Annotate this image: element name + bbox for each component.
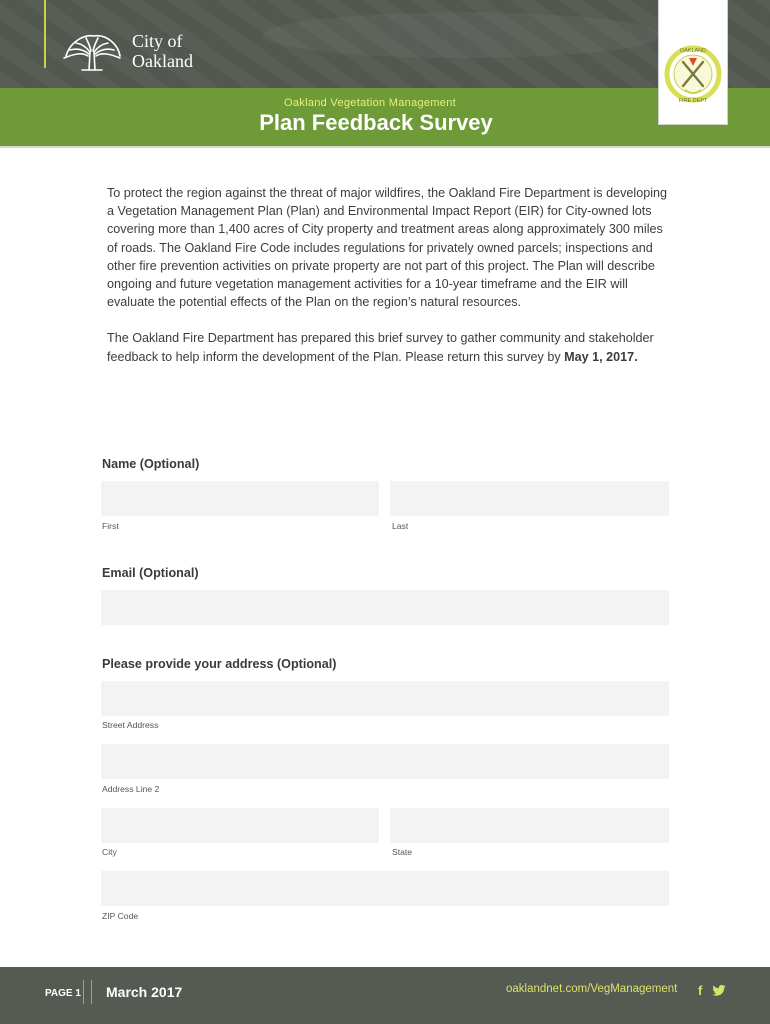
intro-paragraph-2-text: The Oakland Fire Department has prepared this brief survey to gather community and stakeholder feedback to help inform the development of the Plan. Please return this survey by	[107, 331, 654, 364]
footer-website-link[interactable]: oaklandnet.com/VegManagement	[506, 983, 678, 995]
fire-dept-badge-panel	[658, 0, 728, 125]
badge-top-text: OAKLAND	[679, 48, 707, 54]
state-input[interactable]	[390, 808, 669, 843]
oak-tree-logo-icon	[60, 30, 124, 74]
document-title: Plan Feedback Survey	[259, 110, 493, 135]
footer-divider-2	[91, 980, 92, 1004]
logo-divider	[44, 0, 46, 68]
address-line-2-input[interactable]	[101, 744, 669, 779]
city-line-1: City of	[132, 31, 183, 51]
fire-dept-badge-icon	[663, 38, 723, 116]
street-address-input[interactable]	[101, 681, 669, 716]
last-name-label: Last	[392, 521, 409, 531]
document-subtitle: Oakland Vegetation Management	[284, 97, 456, 109]
title-band-rule	[0, 146, 770, 148]
zip-code-input[interactable]	[101, 871, 669, 906]
intro-text	[107, 184, 667, 384]
survey-deadline: May 1, 2017.	[564, 349, 638, 364]
address-section-label: Please provide your address (Optional)	[102, 657, 337, 671]
name-section-label: Name (Optional)	[102, 457, 200, 471]
street-address-label: Street Address	[102, 720, 159, 730]
last-name-input[interactable]	[390, 481, 669, 516]
email-section-label: Email (Optional)	[102, 566, 199, 580]
first-name-label: First	[102, 521, 119, 531]
twitter-icon[interactable]	[712, 985, 726, 996]
address-line-2-label: Address Line 2	[102, 784, 160, 794]
first-name-input[interactable]	[101, 481, 379, 516]
badge-bottom-text: FIRE DEPT	[678, 98, 708, 104]
city-input[interactable]	[101, 808, 379, 843]
footer-date: March 2017	[106, 984, 183, 1000]
email-input[interactable]	[101, 590, 669, 625]
page-number: PAGE 1	[45, 988, 81, 999]
intro-paragraph-2	[107, 329, 667, 365]
city-of-oakland-wordmark	[132, 31, 193, 71]
intro-paragraph-1: To protect the region against the threat of major wildfires, the Oakland Fire Department is developing a Vegetation Management Plan (Plan) and Environmental Impact Report (EIR) for City-owned lots covering more than 1,400 acres of City property and treatment areas along approximately 300 miles of roads. The Oakland Fire Code includes regulations for privately owned parcels; inspections and other fire prevention activities on private property are not part of this project. The Plan will describe ongoing and future vegetation management activities for a 10-year timeframe and the EIR will evaluate the potential effects of the Plan on the region’s natural resources.	[107, 186, 668, 310]
city-label: City	[102, 847, 117, 857]
city-line-2: Oakland	[132, 51, 193, 71]
zip-code-label: ZIP Code	[102, 911, 139, 921]
facebook-icon[interactable]: f	[698, 983, 703, 998]
footer-divider	[83, 980, 84, 1004]
state-label: State	[392, 847, 413, 857]
